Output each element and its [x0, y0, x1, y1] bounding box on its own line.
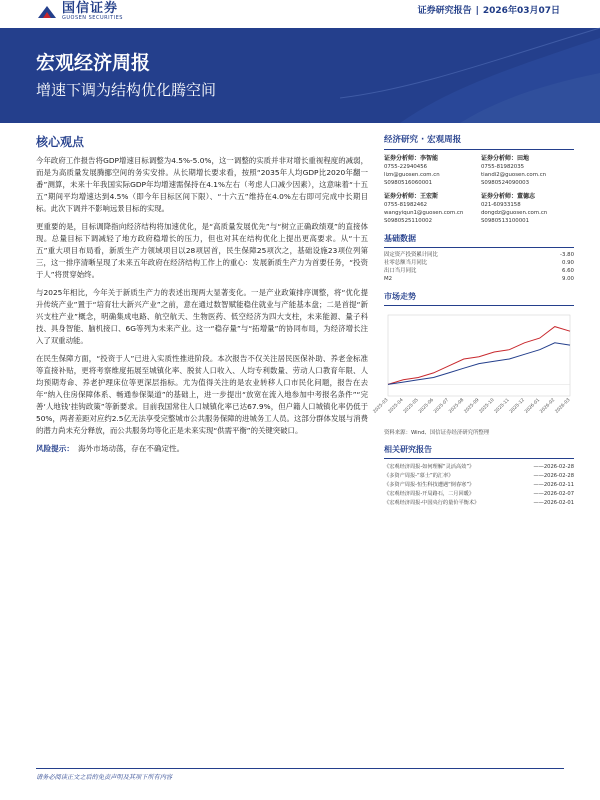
- x-tick-label: 2025-11: [493, 397, 511, 415]
- table-row: [384, 267, 574, 275]
- footer-disclaimer: 请务必阅读正文之后的免责声明及其项下所有内容: [36, 768, 564, 781]
- analyst-email[interactable]: dongdz@guosen.com.cn: [481, 210, 548, 216]
- related-title: 《多资产周报-“慕士”的汇率》: [384, 473, 454, 479]
- x-tick-label: 2025-07: [433, 397, 451, 415]
- analyst-card: [384, 154, 477, 187]
- paragraph: 今年政府工作报告将GDP增速目标调整为4.5%-5.0%，这一调整的实质并非对增长重视程度的减弱，而是为高质量发展腾挪空间的务实安排。从长期增长要求看，按照“2035年人均GDP比2020年翻一番”测算，未来十年我国实际GDP年均增速需保持在4.1%左右（考虑人口减少因素），这意味着“十五五”期间平均增速达到4.5%（即今年目标区间下限）、“十六五”维持在4.0%左右即可完成中长期目标。此次下调并不影响远景目标的实现。: [36, 156, 368, 213]
- basic-data-table: [384, 251, 574, 283]
- x-tick-label: 2026-01: [524, 397, 542, 415]
- analyst-license: S0980524090003: [481, 180, 530, 186]
- data-value: 0.90: [561, 260, 574, 266]
- data-label: 社零总额当月同比: [384, 260, 428, 266]
- report-type: 证券研究报告: [417, 6, 472, 16]
- analyst-license: S0980513100001: [481, 218, 530, 224]
- analyst-card: [384, 192, 477, 225]
- data-label: M2: [384, 276, 393, 282]
- analyst-card: [481, 154, 574, 187]
- series-line-1: [388, 327, 570, 385]
- report-tag: [418, 3, 560, 16]
- analyst-name: 证券分析师：李智能: [384, 155, 439, 162]
- report-title: 宏观经济周报: [36, 52, 151, 74]
- data-value: 9.00: [561, 276, 574, 282]
- table-row: [384, 251, 574, 259]
- related-date: ——2026-02-11: [533, 482, 574, 488]
- x-tick-label: 2025-12: [509, 397, 526, 415]
- list-item[interactable]: [384, 472, 574, 481]
- sidebar: [372, 133, 574, 508]
- market-trend-chart: [372, 309, 574, 424]
- x-tick-label: 2025-03: [372, 397, 390, 415]
- chart-frame: [388, 315, 570, 396]
- related-title: 《宏观经济周报-中国央行的量价平衡术》: [384, 500, 480, 506]
- related-title: 《宏观经济周报-如何理解“灵活高效”》: [384, 464, 475, 470]
- x-tick-label: 2025-05: [402, 397, 420, 415]
- data-value: -3.80: [560, 252, 574, 258]
- list-item[interactable]: [384, 490, 574, 499]
- logo-subtext: GUOSEN SECURITIES: [62, 15, 123, 21]
- report-date: 2026年03月07日: [482, 6, 560, 16]
- analyst-license: S0980525110002: [384, 218, 433, 224]
- x-tick-label: 2026-03: [554, 397, 572, 415]
- sidebar-heading: 经济研究 · 宏观周报: [384, 133, 574, 150]
- table-row: [384, 259, 574, 267]
- x-tick-label: 2025-06: [418, 397, 435, 415]
- related-date: ——2026-02-07: [533, 491, 574, 497]
- core-views-heading: 核心观点: [36, 135, 85, 149]
- main-content: [36, 133, 368, 455]
- x-tick-label: 2025-04: [387, 397, 405, 415]
- analyst-phone: 0755-22940456: [384, 164, 428, 170]
- analyst-grid: [384, 154, 574, 225]
- logo-text: 国信证券: [62, 1, 119, 16]
- related-date: ——2026-02-01: [533, 500, 574, 506]
- related-title: 《多资产周报-恒生科技遭遇“倒春寒”》: [384, 482, 475, 488]
- x-tick-label: 2026-02: [539, 397, 557, 415]
- title-banner: [0, 28, 600, 123]
- list-item[interactable]: [384, 499, 574, 508]
- risk-warning: [36, 443, 368, 455]
- risk-text: 海外市场动荡，存在不确定性。: [77, 444, 185, 453]
- analyst-license: S0980516060001: [384, 180, 433, 186]
- analyst-phone: 0755-81982462: [384, 202, 428, 208]
- related-title: 《宏观经济周报-开局路石，二月回暖》: [384, 491, 475, 497]
- market-trend-heading: 市场走势: [384, 291, 574, 306]
- brand-logo: [36, 2, 123, 21]
- related-date: ——2026-02-28: [533, 464, 574, 470]
- report-separator: |: [475, 6, 479, 16]
- analyst-name: 证券分析师：董德志: [481, 193, 536, 200]
- report-subtitle: 增速下调为结构优化腾空间: [36, 81, 217, 99]
- related-reports-heading: 相关研究报告: [384, 444, 574, 459]
- trend-chart-svg: [372, 309, 574, 424]
- paragraph: 更重要的是，目标调降指向经济结构将加速优化，是“高质量发展优先”与“树立正确政绩观”的直接体现。总量目标下调减轻了地方政府稳增长的压力，但也对其在结构优化上提出更高要求。从“十五五”重大项目布局看，新质生产力领域项目以28项居首，民生保障25项次之，基础设施23项位列第三，这一排序清晰呈现了未来五年政府在经济结构工作上的重心：发展新质生产力为首要任务，“投资于人”将贯穿始终。: [36, 222, 368, 279]
- data-label: 固定资产投资累计同比: [384, 252, 438, 258]
- list-item[interactable]: [384, 463, 574, 472]
- analyst-email[interactable]: lizn@guosen.com.cn: [384, 172, 440, 178]
- analyst-phone: 021-60933158: [481, 202, 521, 208]
- analyst-email[interactable]: wangyiqun1@guosen.com.cn: [384, 210, 464, 216]
- chart-source: 资料来源：Wind、国信证券经济研究所整理: [384, 430, 490, 436]
- analyst-name: 证券分析师：田地: [481, 155, 530, 162]
- data-value: 6.60: [561, 268, 574, 274]
- data-label: 出口当月同比: [384, 268, 417, 274]
- related-reports-list: [384, 463, 574, 508]
- top-bar: [0, 0, 600, 28]
- list-item[interactable]: [384, 481, 574, 490]
- x-tick-label: 2025-09: [463, 397, 481, 415]
- related-date: ——2026-02-28: [533, 473, 574, 479]
- analyst-name: 证券分析师：王宏斯: [384, 193, 439, 200]
- analyst-email[interactable]: tiandi2@guosen.com.cn: [481, 172, 547, 178]
- banner-decoration: [340, 28, 600, 123]
- analyst-phone: 0755-81982035: [481, 164, 525, 170]
- basic-data-heading: 基础数据: [384, 233, 574, 248]
- paragraph: 与2025年相比，今年关于新质生产力的表述出现两大显著变化。一是产业政策排序调整，将“优化提升传统产业”置于“培育壮大新兴产业”之前，意在通过数智赋能稳住就业与产能基本盘；二是首提“新兴支柱产业”概念，明确集成电路、航空航天、生物医药、低空经济为四大支柱，未来能源、量子科技、具身智能、脑机接口、6G等列为未来产业。这一“稳存量”与“拓增量”的协同布局，为经济增长注入了双重动能。: [36, 288, 368, 345]
- x-tick-label: 2025-08: [448, 397, 466, 415]
- paragraph: 在民生保障方面，“投资于人”已进入实质性推进阶段。本次报告不仅关注居民医保补助、养老金标准等直接补贴，更将考察维度拓展至城镇化率、脱贫人口收入、人均专利数量、劳动人口教育年限、人均预期寿命、养老护理床位等更深层指标。尤为值得关注的是农业转移人口市民化问题，报告在去年“纳入住房保障体系、畅通参保渠道”的基础上，进一步提出“放宽在流入地参加中考报名条件”“完善‘人地钱’挂钩政策”等新要求。目前我国常住人口城镇化率已达67.9%，但户籍人口城镇化率仍低于50%，两者差距对应约2.5亿无法享受完整城市公共服务保障的进城务工人员。这部分群体发展与消费的潜力尚未充分释放，而公共服务均等化正是未来实现“供需平衡”的关键突破口。: [36, 354, 368, 435]
- x-tick-label: 2025-10: [478, 397, 496, 415]
- risk-label: 风险提示：: [36, 444, 74, 453]
- analyst-card: [481, 192, 574, 225]
- logo-mark-icon: [36, 4, 58, 20]
- table-row: [384, 275, 574, 283]
